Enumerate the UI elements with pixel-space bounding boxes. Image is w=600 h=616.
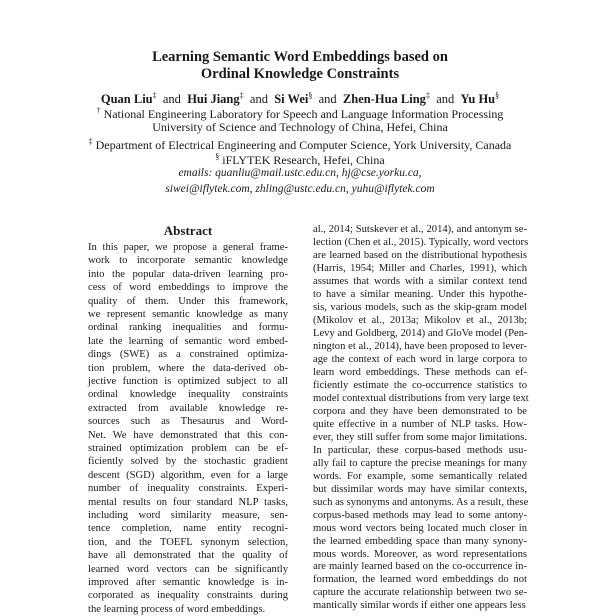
body-line: ally fail to capture the precise meanings for many [313, 457, 527, 469]
body-line: sis, various models, such as the skip-gram model [313, 301, 527, 313]
body-line: to have a similar meaning. Under this hypothe- [313, 288, 527, 300]
email-line-2: siwei@iflytek.com, zhling@ustc.edu.cn, yuhu@iflytek.com [165, 183, 435, 195]
body-line: quite effective in a number of NLP tasks. How- [313, 418, 527, 430]
abstract-line: improved after semantic knowledge is in- [88, 577, 288, 588]
body-line: the learned embedding space than many synony- [313, 535, 527, 547]
affiliation-mark: § [215, 152, 220, 161]
abstract-line: we represent semantic knowledge as many [88, 309, 288, 320]
affiliation-text: Department of Electrical Engineering and Computer Science, York University, Canada [95, 138, 512, 152]
body-line: lection (Chen et al., 2015). Typically, word vectors [313, 236, 529, 248]
body-line: al., 2014; Sutskever et al., 2014), and antonym se- [313, 224, 527, 235]
paper-title-line-1: Learning Semantic Word Embeddings based on [152, 49, 448, 65]
abstract-line: descent (SGD) algorithm, even for a large [88, 469, 288, 481]
affiliation-mark: ‡ [88, 137, 93, 146]
abstract-line: cess of word embeddings to improve the [88, 282, 288, 294]
body-line: model contextual distributions from very large text [313, 392, 529, 404]
body-line: are mainly learned based on the co-occurrence in- [313, 561, 527, 573]
abstract-line: number of inequality constraints. Experi- [88, 483, 288, 495]
body-line: age the context of each word in large corpora to [313, 353, 527, 365]
abstract-line: dings (SWE) as a constrained optimiza- [88, 349, 288, 361]
abstract-line: late the learning of semantic word embed- [88, 335, 288, 347]
email-line-1: emails: quanliu@mail.ustc.edu.cn, hj@cse.yorku.ca, [178, 167, 422, 179]
affiliation-mark: † [96, 106, 101, 115]
body-line: nington et al., 2014), have been proposed to lever- [313, 340, 527, 352]
body-line: mantically similar words if either one appears less [313, 600, 526, 612]
affiliation-1-line-2: University of Science and Technology of China, Hefei, China [152, 120, 448, 134]
author-mark: ‡ [425, 91, 430, 100]
and-word: and [162, 92, 181, 106]
author-name: Si Wei [274, 92, 309, 106]
author-name: Yu Hu [460, 92, 496, 106]
author-mark: ‡ [152, 91, 157, 100]
abstract-line: ordinal ranking inequalities and formu- [88, 322, 288, 334]
body-line: ever, they still suffer from some major limitations. [313, 431, 527, 443]
affiliation-text: iFLYTEK Research, Hefei, China [222, 153, 385, 167]
paper-title-line-2: Ordinal Knowledge Constraints [200, 66, 400, 82]
abstract-line: quality of them. Under this framework, [88, 295, 288, 307]
body-line: are learned based on the distributional hypothesis [313, 249, 527, 261]
abstract-line: into the popular data-driven learning pro- [88, 268, 288, 280]
abstract-line: ficiently solved by the stochastic gradient [88, 456, 288, 468]
abstract-line: jective function is optimized subject to all [88, 376, 288, 387]
author-name: Hui Jiang [187, 92, 240, 106]
body-line: (Harris, 1954; Miller and Charles, 1991), which [313, 262, 527, 274]
body-line: capture the accurate relationship between two se- [313, 587, 527, 599]
abstract-line: corporated as inequality constraints during [88, 590, 288, 602]
body-line: corpus-based methods may lead to some antony- [313, 509, 527, 521]
abstract-line: the learning process of word embeddings. [88, 603, 266, 615]
abstract-line: tion problem, where the data-derived ob- [88, 362, 288, 374]
body-line: words. For example, some semantically related [313, 470, 527, 482]
body-line: corpora and they have been demonstrated to be [313, 405, 527, 417]
body-line: such as synonyms and antonyms. As a result, these [313, 496, 529, 508]
body-line: Levy and Goldberg, 2014) and GloVe model (Pen- [313, 327, 528, 339]
abstract-line: strained optimization problem can be ef- [88, 443, 288, 454]
abstract-line: Net. We have demonstrated that this con- [88, 429, 288, 441]
abstract-line: have all demonstrated that the quality of [88, 550, 288, 562]
abstract-line: tence completion, name entity recogni- [88, 523, 288, 535]
body-line: In particular, these corpus-based methods usu- [313, 444, 527, 456]
body-line: assumes that words with a similar context tend [313, 275, 527, 287]
abstract-line: ordinal knowledge inequality constraints [88, 389, 288, 401]
abstract-line: work to incorporate semantic knowledge [88, 255, 288, 267]
body-line: formation, the learned word embeddings do not [313, 574, 527, 586]
body-line: but dissimilar words may have similar contexts, [313, 483, 527, 495]
abstract-line: tion, and the TOEFL synonym selection, [88, 536, 288, 548]
abstract-line: extracted from available knowledge re- [88, 402, 288, 414]
author-name: Zhen-Hua Ling [342, 92, 426, 106]
body-line: (Mikolov et al., 2013a; Mikolov et al., 2013b; [313, 314, 527, 326]
abstract-line: sources such as Thesaurus and Word- [88, 416, 288, 428]
and-word: and [249, 92, 268, 106]
abstract-heading: Abstract [163, 223, 213, 238]
body-line: ficiently estimate the co-occurrence statistics to [313, 379, 527, 391]
abstract-line: learned word vectors can be significantly [88, 563, 288, 575]
author-mark: § [308, 91, 313, 100]
body-line: learn word embeddings. These methods can ef- [313, 366, 527, 378]
body-line: mous word vectors being located much closer in [313, 522, 527, 534]
abstract-line: including word similarity measure, sen- [88, 510, 288, 521]
author-mark: § [495, 91, 500, 100]
abstract-line: In this paper, we propose a general frame- [88, 242, 288, 253]
body-line: mous words. Moreover, as word representations [313, 548, 527, 560]
affiliation-text: National Engineering Laboratory for Speech and Language Information Processing [103, 107, 504, 121]
abstract-line: mental results on four standard NLP tasks, [88, 496, 288, 508]
and-word: and [436, 92, 455, 106]
author-name: Quan Liu [100, 92, 153, 106]
and-word: and [318, 92, 337, 106]
author-mark: ‡ [239, 91, 244, 100]
